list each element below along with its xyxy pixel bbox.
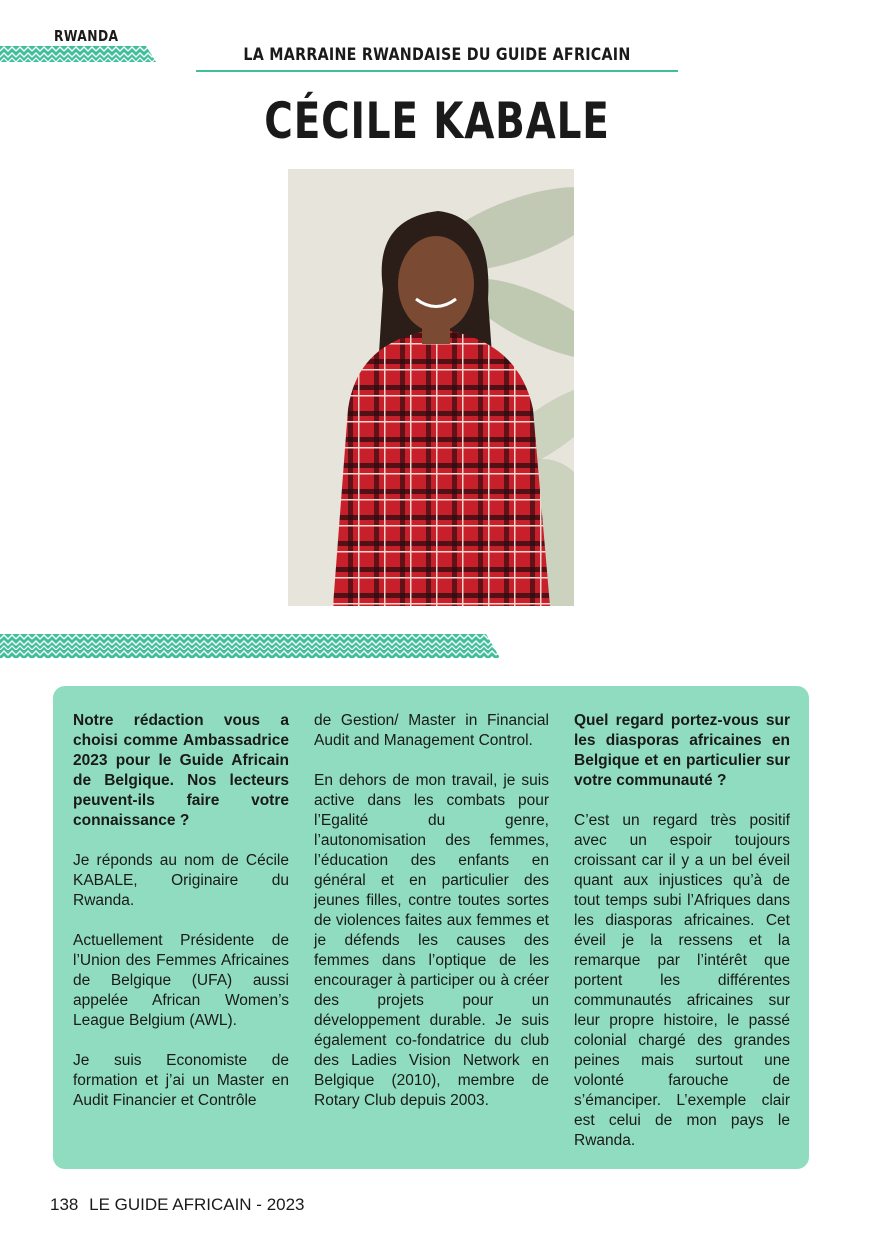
answer-paragraph: Actuellement Présidente de l’Union des Femmes Africaines de Belgique (UFA) aussi appelée African Women’s League Belgium (AWL). [73, 932, 289, 1029]
publication-name: LE GUIDE AFRICAIN - 2023 [89, 1195, 305, 1214]
portrait-photo [288, 169, 574, 606]
section-tag: RWANDA [54, 27, 119, 45]
answer-paragraph: Je réponds au nom de Cécile KABALE, Originaire du Rwanda. [73, 852, 289, 909]
zigzag-band-top [0, 46, 156, 62]
interview-column-3 [574, 711, 790, 1171]
interview-column-2 [314, 711, 549, 1131]
page-number: 138 [50, 1195, 79, 1214]
question-1: Notre rédaction vous a choisi comme Ambassadrice 2023 pour le Guide Africain de Belgique. Nos lecteurs peuvent-ils faire votre connaissance ? [73, 712, 289, 829]
question-2: Quel regard portez-vous sur les diasporas africaines en Belgique et en particulier sur votre communauté ? [574, 712, 790, 789]
subtitle-divider [196, 70, 678, 72]
answer-paragraph: C’est un regard très positif avec un espoir toujours croissant car il y a un bel éveil quant aux injustices qu’à de tout temps subi l’Afriques dans les diasporas africaines. Cet éveil je la ressens et la remarque par l’intérêt que portent les différentes communautés africaines sur leur propre histoire, le passé colonial chargé des grandes peines mais surtout une volonté farouche de s’émanciper. L’exemple clair est celui de mon pays le Rwanda. [574, 812, 790, 1149]
answer-paragraph: Je suis Economiste de formation et j’ai un Master en Audit Financier et Contrôle [73, 1052, 289, 1109]
zigzag-band-middle [0, 634, 500, 660]
page-footer [50, 1195, 311, 1215]
answer-paragraph: En dehors de mon travail, je suis active dans les combats pour l’Egalité du genre, l’autonomisation des femmes, l’éducation des enfants en général et en particulier des jeunes filles, contre toutes sortes de violences faites aux femmes et je défends les causes des femmes dans l’optique de les encourager à participer ou à créer des projets pour un développement durable. Je suis également co-fondatrice du club des Ladies Vision Network en Belgique (2010), membre de Rotary Club depuis 2003. [314, 772, 549, 1109]
article-subtitle: LA MARRAINE RWANDAISE DU GUIDE AFRICAIN [243, 45, 631, 65]
answer-paragraph: de Gestion/ Master in Financial Audit and Management Control. [314, 712, 549, 749]
article-title: CÉCILE KABALE [264, 92, 610, 150]
interview-column-1 [73, 711, 289, 1131]
